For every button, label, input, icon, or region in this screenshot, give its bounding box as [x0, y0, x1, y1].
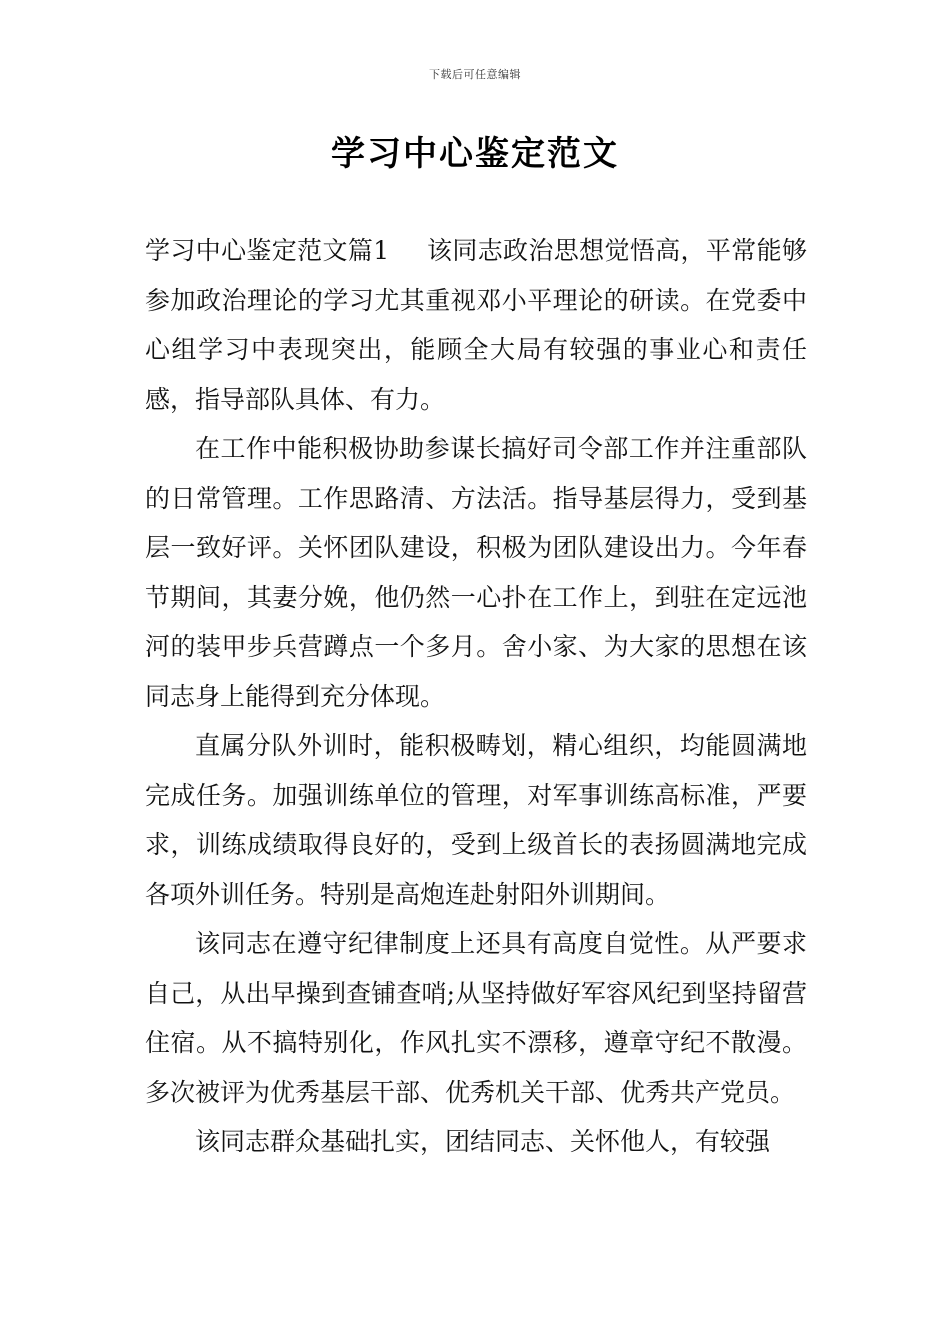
paragraph-5: 该同志群众基础扎实，团结同志、关怀他人，有较强 — [195, 1127, 771, 1156]
document-title: 学习中心鉴定范文 — [331, 134, 619, 174]
paragraph-4: 该同志在遵守纪律制度上还具有高度自觉性。从严要求自己，从出早操到查铺查哨;从坚持做好军容风纪到坚持留营住宿。从不搞特别化，作风扎实不漂移，遵章守纪不散漫。多次被评为优秀基层干部、优秀机关干部、优秀共产党员。 — [145, 929, 807, 1107]
paragraph-3: 直属分队外训时，能积极畴划，精心组织，均能圆满地完成任务。加强训练单位的管理，对军事训练高标准，严要求，训练成绩取得良好的，受到上级首长的表扬圆满地完成各项外训任务。特别是高炮连赴射阳外训期间。 — [145, 731, 807, 909]
document-body — [145, 226, 807, 1167]
paragraph-1-text: 该同志政治思想觉悟高，平常能够参加政治理论的学习尤其重视邓小平理论的研读。在党委中心组学习中表现突出，能顾全大局有较强的事业心和责任感，指导部队具体、有力。 — [145, 236, 807, 414]
header-note: 下载后可任意编辑 — [429, 68, 521, 81]
paragraph-1 — [145, 226, 807, 424]
section-label: 学习中心鉴定范文篇1 — [145, 236, 390, 265]
paragraph-2: 在工作中能积极协助参谋长搞好司令部工作并注重部队的日常管理。工作思路清、方法活。指导基层得力，受到基层一致好评。关怀团队建设，积极为团队建设出力。今年春节期间，其妻分娩，他仍然一心扑在工作上，到驻在定远池河的装甲步兵营蹲点一个多月。舍小家、为大家的思想在该同志身上能得到充分体现。 — [145, 434, 807, 711]
